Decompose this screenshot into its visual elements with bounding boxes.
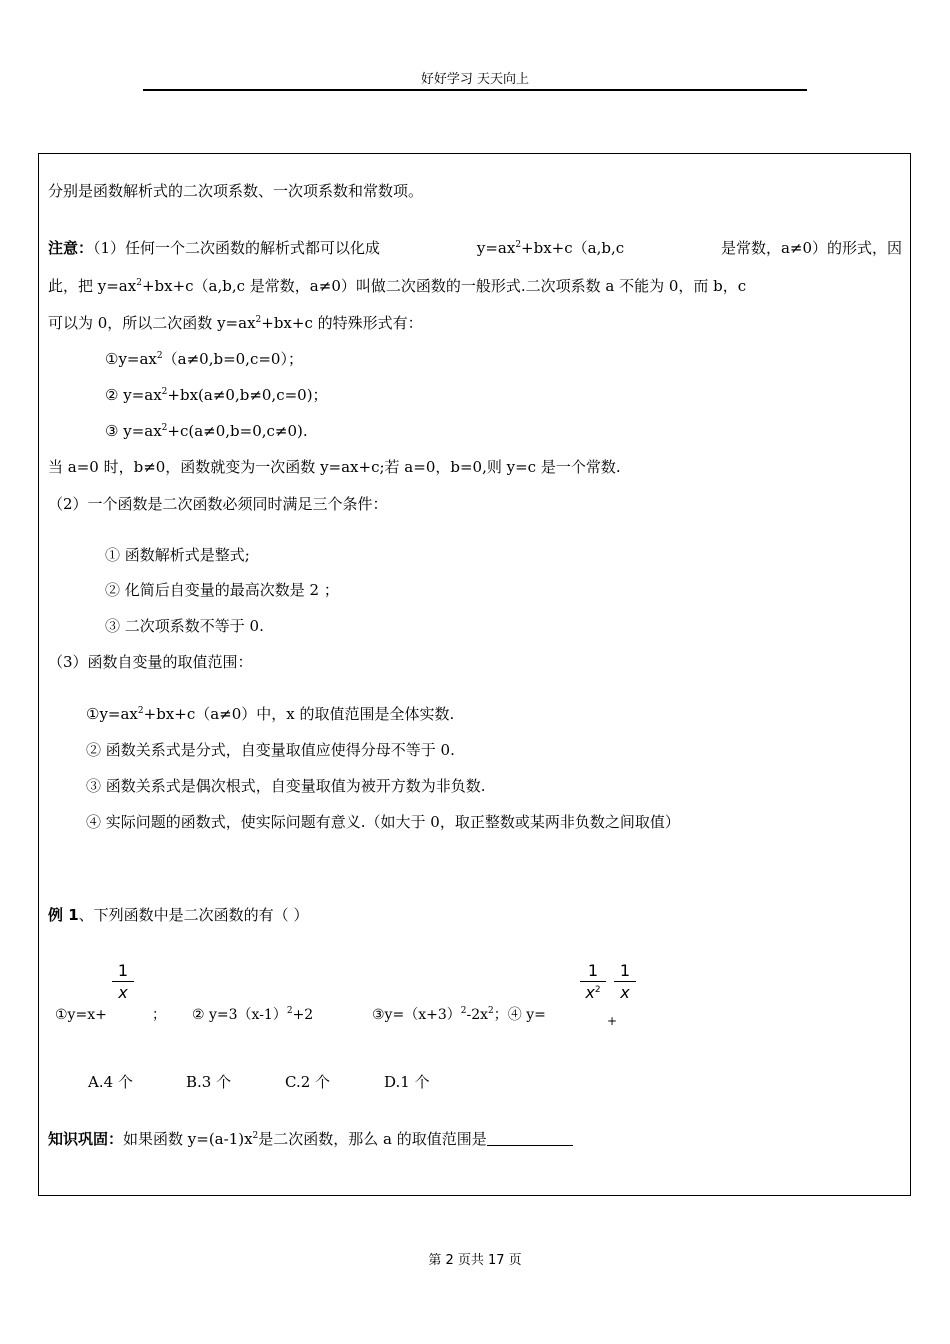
special-form-2: ② $y=ax^2+bx(a\ne 0,b\ne 0,c=0)$； (105, 386, 328, 404)
example-plus: + (607, 1014, 618, 1028)
special-form-1: $①y=ax^2(a\ne 0,b=0,c=0)$； (105, 350, 303, 368)
note-line-3: 可以为 0，所以二次函数 $y=ax^2+bx+c$ 的特殊形式有： (48, 314, 423, 332)
range-item-1: $①y=ax^2+bx+c(a\ne 0)$中，x 的取值范围是全体实数. (86, 705, 455, 723)
intro-line: 分别是函数解析式的二次项系数、一次项系数和常数项。 (48, 182, 424, 200)
example-expr-3: $③y=(x+3)^2-2x^2$；④ y= (372, 1006, 546, 1023)
content-frame (38, 153, 911, 1196)
example-1-question: 例 1、下列函数中是二次函数的有（ ） (48, 906, 309, 924)
note-when: 当 a=0 时，b≠0，函数就变为一次函数 y=ax+c;若 a=0，b=0,则 y=c 是一个常数. (48, 458, 621, 476)
note-line-2: 此，把 $y=ax^2+bx+c(a,b,c$ 是常数，a≠0）叫做二次函数的一般形式.二次项系数 a 不能为 0，而 b，c (48, 277, 747, 295)
example-label: 例 1 (48, 906, 79, 924)
fraction-1-over-x-2: 1 x (614, 962, 636, 1002)
range-item-2: ② 函数关系式是分式，自变量取值应使得分母不等于 0. (86, 741, 455, 759)
range-title: （3）函数自变量的取值范围： (48, 653, 253, 671)
example-expr-1: ①y=x+ (55, 1007, 107, 1023)
option-a: A.4 个 (88, 1073, 133, 1091)
cond-item-3: ③ 二次项系数不等于 0. (105, 617, 264, 635)
range-item-4: ④ 实际问题的函数式，使实际问题有意义.（如大于 0，取正整数或某两非负数之间取值） (86, 813, 680, 831)
option-c: C.2 个 (285, 1073, 331, 1091)
consolidate-label: 知识巩固： (48, 1130, 124, 1148)
fraction-1-over-x-squared: 1 $x^2$ (580, 962, 606, 1002)
example-semicolon: ； (152, 1007, 166, 1023)
option-d: D.1 个 (384, 1073, 430, 1091)
example-expr-2: ② $y=3(x-1)^2+2$ (192, 1006, 314, 1023)
consolidate-question: 知识巩固：如果函数 $y=(a-1)x^2$是二次函数，那么 a 的取值范围是 (48, 1129, 573, 1149)
note-line-1: 注意：（1）任何一个二次函数的解析式都可以化成 $y=ax^2+bx+c(a,b,c$ 是常数，a≠0）的形式，因 (48, 239, 902, 257)
cond-item-2: ② 化简后自变量的最高次数是 2 ； (105, 581, 339, 599)
option-b: B.3 个 (186, 1073, 232, 1091)
page-footer: 第 2 页共 17 页 (428, 1253, 522, 1268)
special-form-3: ③ $y=ax^2+c(a\ne 0,b=0,c\ne 0)$. (105, 422, 308, 440)
note-label: 注意： (48, 239, 94, 257)
cond-title: （2）一个函数是二次函数必须同时满足三个条件： (48, 495, 388, 513)
page-header: 好好学习 天天向上 (420, 72, 530, 87)
header-rule (143, 89, 807, 91)
fraction-1-over-x: 1 x (112, 962, 134, 1002)
cond-item-1: ① 函数解析式是整式; (105, 546, 250, 564)
answer-blank[interactable] (487, 1131, 573, 1146)
range-item-3: ③ 函数关系式是偶次根式，自变量取值为被开方数为非负数. (86, 777, 486, 795)
